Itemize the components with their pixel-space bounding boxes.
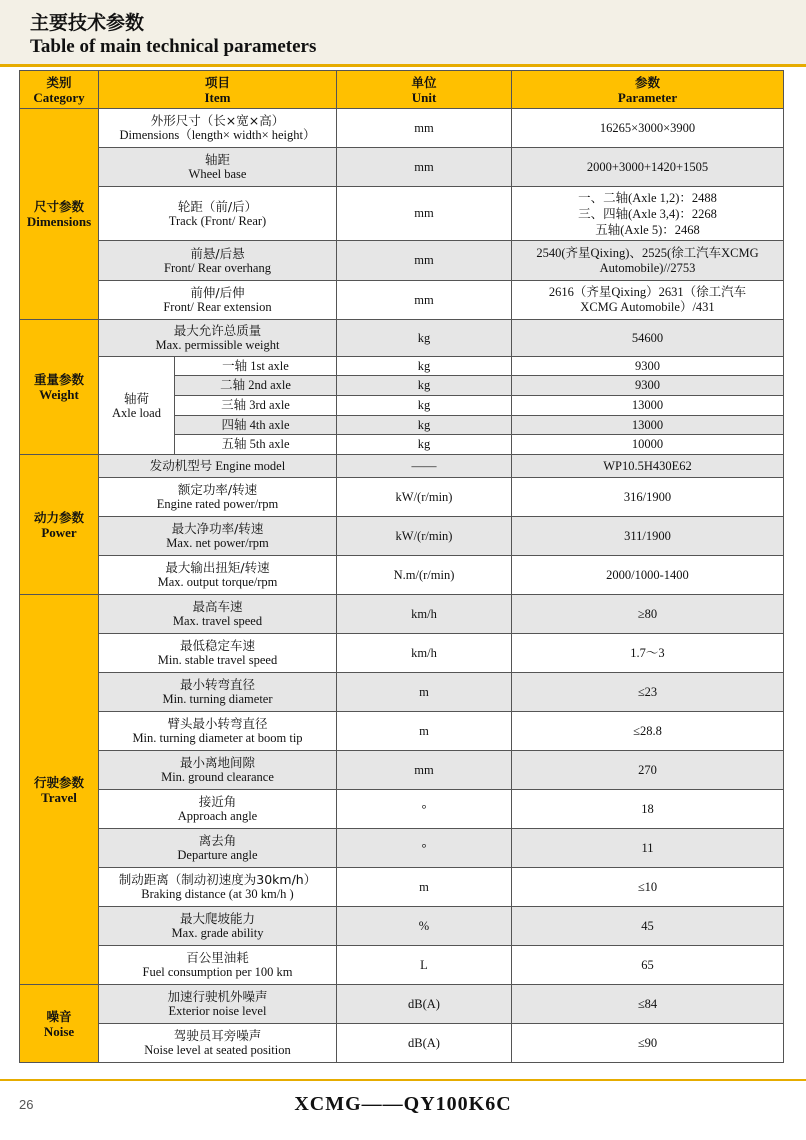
table-row — [20, 281, 784, 320]
page-number: 26 — [19, 1097, 34, 1112]
item-cell: 百公里油耗 Fuel consumption per 100 km — [99, 946, 337, 985]
item-cell: 加速行驶机外噪声 Exterior noise level — [99, 985, 337, 1024]
item-cell: 轴距 Wheel base — [99, 148, 337, 187]
category-travel: 行驶参数 Travel — [20, 595, 99, 985]
value-cell: 65 — [512, 946, 784, 985]
item-cell: 驾驶员耳旁噪声 Noise level at seated position — [99, 1024, 337, 1063]
unit-cell: kg — [337, 435, 512, 455]
value-cell: 316/1900 — [512, 478, 784, 517]
axle-label: 四轴 4th axle — [175, 416, 337, 435]
unit-cell: kg — [337, 376, 512, 396]
value-cell: 一、二轴(Axle 1,2)：2488 三、四轴(Axle 3,4)：2268 五轴(Axle 5)：2468 — [512, 187, 784, 241]
unit-cell: m — [337, 712, 512, 751]
unit-cell: m — [337, 868, 512, 907]
item-cell: 制动距离（制动初速度为30km/h） Braking distance (at 30 km/h ) — [99, 868, 337, 907]
value-cell: 11 — [512, 829, 784, 868]
value-cell: ≤23 — [512, 673, 784, 712]
table-row — [20, 907, 784, 946]
unit-cell: N.m/(r/min) — [337, 556, 512, 595]
unit-cell: mm — [337, 148, 512, 187]
item-cell: 最小离地间隙 Min. ground clearance — [99, 751, 337, 790]
table-row — [20, 109, 784, 148]
item-cell: 最低稳定车速 Min. stable travel speed — [99, 634, 337, 673]
item-cell: 发动机型号 Engine model — [99, 455, 337, 478]
table-row — [20, 320, 784, 357]
item-cell: 最大允许总质量 Max. permissible weight — [99, 320, 337, 357]
header-rule — [0, 64, 806, 67]
item-cell: 最大爬坡能力 Max. grade ability — [99, 907, 337, 946]
table-row — [20, 517, 784, 556]
table-row — [20, 556, 784, 595]
value-cell: WP10.5H430E62 — [512, 455, 784, 478]
value-cell: 13000 — [512, 396, 784, 416]
value-cell: 2000+3000+1420+1505 — [512, 148, 784, 187]
axle-label: 五轴 5th axle — [175, 435, 337, 455]
unit-cell: mm — [337, 751, 512, 790]
unit-cell: mm — [337, 187, 512, 241]
table-row — [20, 478, 784, 517]
unit-cell: km/h — [337, 595, 512, 634]
unit-cell: mm — [337, 241, 512, 281]
unit-cell: m — [337, 673, 512, 712]
table-header-row — [20, 71, 784, 109]
item-cell: 前悬/后悬 Front/ Rear overhang — [99, 241, 337, 281]
table-row — [20, 790, 784, 829]
item-cell: 臂头最小转弯直径 Min. turning diameter at boom tip — [99, 712, 337, 751]
table-row — [20, 829, 784, 868]
value-cell: 2540(齐星Qixing)、2525(徐工汽车XCMG Automobile)//2753 — [512, 241, 784, 281]
header-item: 项目 Item — [99, 71, 337, 109]
value-cell: 13000 — [512, 416, 784, 435]
page-title-zh: 主要技术参数 — [30, 12, 145, 34]
table-row — [20, 455, 784, 478]
category-noise: 噪音 Noise — [20, 985, 99, 1063]
value-cell: ≤90 — [512, 1024, 784, 1063]
unit-cell: % — [337, 907, 512, 946]
table-row — [20, 187, 784, 241]
item-cell: 最小转弯直径 Min. turning diameter — [99, 673, 337, 712]
value-cell: ≤10 — [512, 868, 784, 907]
table-row — [20, 148, 784, 187]
item-cell: 轮距（前/后） Track (Front/ Rear) — [99, 187, 337, 241]
unit-cell: dB(A) — [337, 1024, 512, 1063]
axle-label: 三轴 3rd axle — [175, 396, 337, 416]
item-cell: 最高车速 Max. travel speed — [99, 595, 337, 634]
category-weight: 重量参数 Weight — [20, 320, 99, 455]
item-cell: 接近角 Approach angle — [99, 790, 337, 829]
table-row — [20, 751, 784, 790]
value-cell: 18 — [512, 790, 784, 829]
item-cell: 最大输出扭矩/转速 Max. output torque/rpm — [99, 556, 337, 595]
category-power: 动力参数 Power — [20, 455, 99, 595]
value-cell: ≤28.8 — [512, 712, 784, 751]
value-cell: 9300 — [512, 376, 784, 396]
item-cell: 外形尺寸（长×宽×高） Dimensions（length× width× height） — [99, 109, 337, 148]
table-row — [20, 673, 784, 712]
footer-rule — [0, 1079, 806, 1081]
item-cell: 最大净功率/转速 Max. net power/rpm — [99, 517, 337, 556]
unit-cell: mm — [337, 109, 512, 148]
header-category: 类别 Category — [20, 71, 99, 109]
value-cell: 311/1900 — [512, 517, 784, 556]
item-cell: 离去角 Departure angle — [99, 829, 337, 868]
unit-cell: L — [337, 946, 512, 985]
unit-cell: kW/(r/min) — [337, 478, 512, 517]
table-row — [20, 1024, 784, 1063]
table-row — [20, 634, 784, 673]
table-row — [20, 595, 784, 634]
unit-cell: ° — [337, 829, 512, 868]
unit-cell: mm — [337, 281, 512, 320]
value-cell: 9300 — [512, 357, 784, 376]
value-cell: 45 — [512, 907, 784, 946]
unit-cell: dB(A) — [337, 985, 512, 1024]
category-dimensions: 尺寸参数 Dimensions — [20, 109, 99, 320]
value-cell: 2000/1000-1400 — [512, 556, 784, 595]
footer-brand: XCMG——QY100K6C — [294, 1093, 512, 1115]
unit-cell: kg — [337, 396, 512, 416]
header-unit: 单位 Unit — [337, 71, 512, 109]
unit-cell: kW/(r/min) — [337, 517, 512, 556]
item-cell: 前伸/后伸 Front/ Rear extension — [99, 281, 337, 320]
page-title-en: Table of main technical parameters — [30, 36, 317, 57]
value-cell: 54600 — [512, 320, 784, 357]
axle-load-cell: 轴荷 Axle load — [99, 357, 175, 455]
unit-cell: km/h — [337, 634, 512, 673]
table-row — [20, 357, 784, 376]
unit-cell: —— — [337, 455, 512, 478]
header-parameter: 参数 Parameter — [512, 71, 784, 109]
table-row — [20, 946, 784, 985]
item-cell: 额定功率/转速 Engine rated power/rpm — [99, 478, 337, 517]
value-cell: 2616（齐星Qixing）2631（徐工汽车 XCMG Automobile）/431 — [512, 281, 784, 320]
unit-cell: kg — [337, 357, 512, 376]
value-cell: 16265×3000×3900 — [512, 109, 784, 148]
value-cell: 10000 — [512, 435, 784, 455]
unit-cell: kg — [337, 416, 512, 435]
value-cell: 270 — [512, 751, 784, 790]
unit-cell: ° — [337, 790, 512, 829]
table-row — [20, 868, 784, 907]
unit-cell: kg — [337, 320, 512, 357]
axle-label: 二轴 2nd axle — [175, 376, 337, 396]
value-cell: ≥80 — [512, 595, 784, 634]
table-row — [20, 985, 784, 1024]
value-cell: 1.7～3 — [512, 634, 784, 673]
table-row — [20, 241, 784, 281]
table-row — [20, 712, 784, 751]
spec-table — [19, 70, 784, 1063]
axle-label: 一轴 1st axle — [175, 357, 337, 376]
value-cell: ≤84 — [512, 985, 784, 1024]
